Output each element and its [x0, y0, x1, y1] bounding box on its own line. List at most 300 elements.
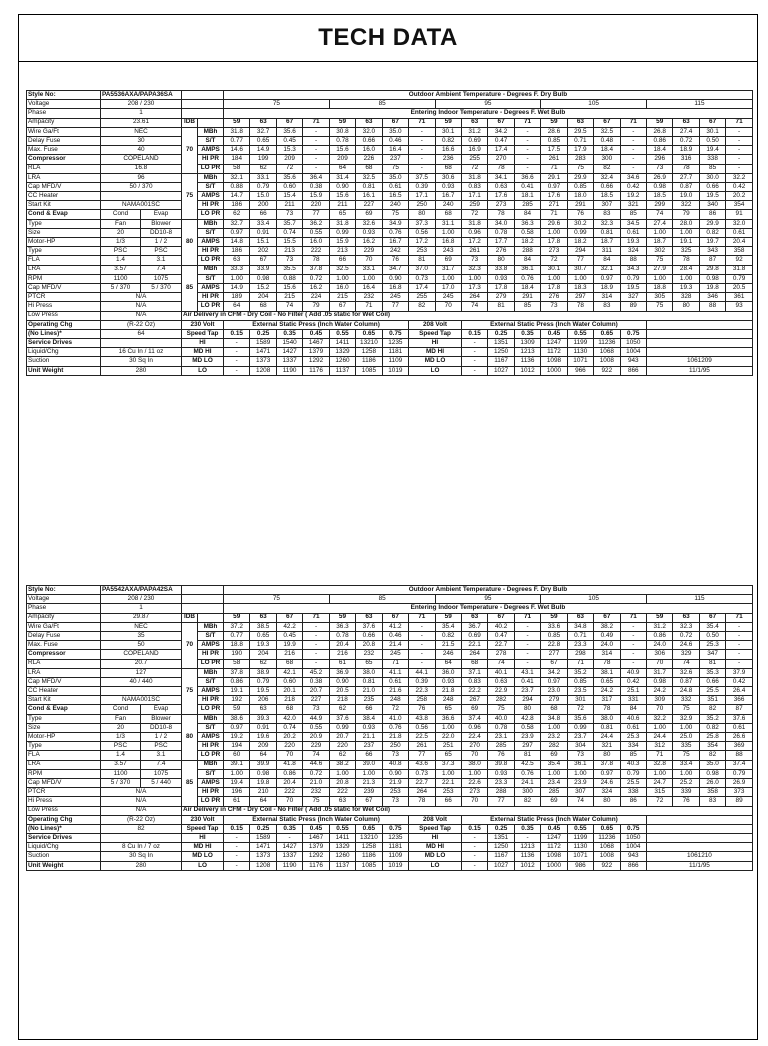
- metric-value: 72: [461, 164, 487, 173]
- metric-value: 34.5: [620, 219, 646, 228]
- metric-value: 0.77: [224, 136, 250, 145]
- metric-value: 80: [594, 751, 620, 760]
- cfm-value: 1109: [382, 357, 408, 366]
- metric-value: 1.00: [435, 769, 461, 778]
- outdoor-temp: 115: [647, 595, 753, 604]
- spec-value: 30: [101, 136, 182, 145]
- metric-value: 39.9: [250, 760, 276, 769]
- metric-value: -: [726, 631, 753, 640]
- metric-value: 0.79: [726, 274, 753, 283]
- metric-value: 25.3: [699, 641, 725, 650]
- metric-value: 220: [303, 201, 329, 210]
- metric-value: 302: [647, 247, 673, 256]
- static-col: 0.75: [620, 329, 646, 338]
- metric-value: 32.2: [726, 173, 753, 182]
- metric-value: 0.90: [382, 769, 408, 778]
- wb-col: 71: [620, 613, 646, 622]
- metric-value: 297: [567, 293, 593, 302]
- cfm-value: 1071: [567, 357, 593, 366]
- cfm-value: 1071: [567, 852, 593, 861]
- metric-value: 40.0: [488, 714, 514, 723]
- wb-col: 71: [409, 613, 435, 622]
- blank-cell: [182, 91, 224, 100]
- metric-value: 17.4: [409, 283, 435, 292]
- spec-value: 29.87: [101, 613, 182, 622]
- metric-value: 0.82: [435, 136, 461, 145]
- metric-label: MBh: [198, 219, 224, 228]
- metric-value: 29.9: [567, 173, 593, 182]
- spec-label: Unit Weight: [27, 861, 101, 870]
- blank-cell: [647, 815, 753, 824]
- metric-value: 42.1: [276, 668, 302, 677]
- metric-value: 0.58: [514, 723, 540, 732]
- static-col: 0.65: [356, 329, 382, 338]
- cfm-value: 1213: [514, 843, 540, 852]
- spec-value: N/A: [101, 806, 182, 815]
- cfm-value: 1186: [356, 357, 382, 366]
- metric-value: 17.2: [461, 238, 487, 247]
- metric-value: 334: [620, 742, 646, 751]
- metric-value: 253: [382, 788, 408, 797]
- spec-label: Low Press: [27, 311, 101, 320]
- metric-value: -: [514, 622, 540, 631]
- metric-value: 1.00: [461, 274, 487, 283]
- spec-label: Wire Ga/Ft: [27, 127, 101, 136]
- speed-tap: HI: [409, 339, 462, 348]
- spec-label: LRA: [27, 760, 101, 769]
- metric-value: 42.0: [276, 714, 302, 723]
- table-row: [27, 751, 753, 760]
- spec-value: 280: [101, 366, 182, 375]
- spec-value: N/A: [101, 302, 182, 311]
- metric-value: -: [726, 659, 753, 668]
- static-col: 0.55: [567, 329, 593, 338]
- metric-value: 0.69: [461, 631, 487, 640]
- metric-value: 23.7: [514, 687, 540, 696]
- metric-value: 271: [541, 201, 567, 210]
- metric-value: 34.9: [382, 219, 408, 228]
- indoor-header: Entering Indoor Temperature - Degrees F. Wet Bulb: [224, 604, 753, 613]
- metric-value: 26.9: [726, 778, 753, 787]
- cfm-value: -: [224, 834, 250, 843]
- metric-value: 38.1: [594, 668, 620, 677]
- blank-cell: [198, 118, 224, 127]
- metric-label: HI PR: [198, 155, 224, 164]
- blank-cell: [647, 843, 753, 852]
- metric-value: 1.00: [224, 274, 250, 283]
- speed-tap-label: Speed Tap: [409, 329, 462, 338]
- metric-value: 307: [594, 201, 620, 210]
- outdoor-temp: 75: [224, 100, 330, 109]
- cfm-value: 11236: [594, 834, 620, 843]
- metric-value: 33.8: [488, 265, 514, 274]
- metric-value: -: [303, 631, 329, 640]
- metric-value: 32.3: [673, 622, 699, 631]
- metric-value: 0.91: [250, 723, 276, 732]
- cfm-value: 1208: [250, 366, 276, 375]
- spec-label: Operating Chg: [27, 320, 101, 329]
- wb-col: 67: [699, 118, 725, 127]
- metric-value: 220: [329, 742, 355, 751]
- metric-value: 1.00: [461, 769, 487, 778]
- metric-value: 279: [541, 696, 567, 705]
- metric-value: 15.6: [329, 146, 355, 155]
- table-row: [27, 705, 753, 714]
- metric-value: 1.00: [435, 723, 461, 732]
- metric-value: 15.9: [329, 238, 355, 247]
- static-col: 0.25: [250, 329, 276, 338]
- metric-value: 30.7: [567, 265, 593, 274]
- metric-value: 32.3: [594, 219, 620, 228]
- table-row: [27, 806, 753, 815]
- spec-value: 3.57: [101, 760, 141, 769]
- table-row: [27, 778, 753, 787]
- metric-value: 15.0: [250, 192, 276, 201]
- metric-value: 0.72: [673, 136, 699, 145]
- metric-value: 75: [382, 164, 408, 173]
- table-row: [27, 677, 753, 686]
- table-row: [27, 293, 753, 302]
- metric-value: 70: [276, 797, 302, 806]
- cfm-value: 943: [620, 357, 646, 366]
- metric-value: 37.8: [594, 760, 620, 769]
- metric-value: 83: [699, 797, 725, 806]
- metric-value: 31.8: [726, 265, 753, 274]
- spec-value: 64: [101, 329, 182, 338]
- blank-cell: [198, 613, 224, 622]
- spec-label: Cap MFD/V: [27, 283, 101, 292]
- metric-value: 25.5: [620, 778, 646, 787]
- metric-value: 358: [699, 788, 725, 797]
- spec-value: 50 / 370: [101, 182, 182, 191]
- metric-value: -: [409, 659, 435, 668]
- cfm-value: 1540: [276, 339, 302, 348]
- blank-cell: [647, 834, 753, 843]
- table-row: [27, 201, 753, 210]
- metric-value: 24.1: [514, 778, 540, 787]
- metric-value: 232: [356, 650, 382, 659]
- metric-value: 294: [514, 696, 540, 705]
- metric-value: 1.00: [673, 723, 699, 732]
- spec-label: Cap MFD/V: [27, 677, 101, 686]
- spec-value: 3.1: [141, 256, 182, 265]
- speed-tap: HI: [182, 339, 224, 348]
- metric-value: 32.4: [594, 173, 620, 182]
- metric-value: 14.6: [224, 146, 250, 155]
- metric-value: 35.0: [382, 127, 408, 136]
- speed-tap: MD LO: [409, 852, 462, 861]
- metric-value: 300: [594, 155, 620, 164]
- idb-value: 80: [182, 714, 198, 760]
- metric-value: 77: [382, 302, 408, 311]
- metric-value: 21.0: [356, 687, 382, 696]
- metric-value: 34.6: [620, 173, 646, 182]
- metric-value: 294: [567, 247, 593, 256]
- wb-col: 59: [435, 613, 461, 622]
- metric-value: -: [620, 650, 646, 659]
- metric-value: 200: [250, 201, 276, 210]
- metric-value: 222: [276, 788, 302, 797]
- metric-value: 315: [647, 788, 673, 797]
- table-row: [27, 366, 753, 375]
- metric-value: -: [514, 650, 540, 659]
- metric-value: 0.47: [488, 136, 514, 145]
- metric-value: 17.6: [541, 192, 567, 201]
- spec-label: RPM: [27, 769, 101, 778]
- metric-value: 14.9: [224, 283, 250, 292]
- spec-label: Type: [27, 714, 101, 723]
- air-delivery-header: Air Delivery in CFM - Dry Coil - No Filter ( Add .05 static for Wet Coil): [182, 311, 753, 320]
- table-row: [27, 91, 753, 100]
- metric-value: 84: [514, 210, 540, 219]
- metric-value: 73: [303, 705, 329, 714]
- metric-value: 335: [673, 742, 699, 751]
- metric-value: 39.1: [224, 760, 250, 769]
- metric-value: 17.8: [541, 238, 567, 247]
- metric-value: 68: [541, 705, 567, 714]
- metric-value: 0.93: [488, 769, 514, 778]
- spec-value: PA5542AXA/PAPA42SA: [101, 586, 182, 595]
- metric-value: 83: [594, 210, 620, 219]
- cfm-value: 1213: [514, 348, 540, 357]
- metric-value: 218: [329, 696, 355, 705]
- metric-value: 28.0: [673, 219, 699, 228]
- metric-value: 31.8: [329, 219, 355, 228]
- metric-value: 38.6: [224, 714, 250, 723]
- table-row: [27, 247, 753, 256]
- wb-col: 63: [673, 613, 699, 622]
- metric-value: 0.97: [541, 677, 567, 686]
- spec-value: NAMA001SC: [101, 696, 182, 705]
- metric-value: 43.8: [409, 714, 435, 723]
- metric-value: 24.8: [673, 687, 699, 696]
- metric-value: 259: [461, 201, 487, 210]
- metric-value: -: [409, 127, 435, 136]
- wb-col: 59: [224, 613, 250, 622]
- spec-label: RLA: [27, 659, 101, 668]
- metric-value: 18.8: [647, 283, 673, 292]
- cfm-value: -: [224, 852, 250, 861]
- metric-value: 23.9: [567, 778, 593, 787]
- spec-label: Size: [27, 723, 101, 732]
- spec-value: 1/3: [101, 733, 141, 742]
- static-col: 0.35: [514, 824, 540, 833]
- table-row: [27, 357, 753, 366]
- metric-value: 79: [303, 302, 329, 311]
- metric-value: 0.87: [673, 182, 699, 191]
- spec-value: [101, 834, 182, 843]
- metric-value: 0.71: [567, 136, 593, 145]
- metric-value: 255: [461, 155, 487, 164]
- metric-value: 0.98: [699, 274, 725, 283]
- cfm-value: 1329: [329, 843, 355, 852]
- metric-value: 224: [303, 293, 329, 302]
- spec-value: 1 / 2: [141, 238, 182, 247]
- cfm-value: 1309: [514, 339, 540, 348]
- metric-value: 29.1: [541, 173, 567, 182]
- metric-value: 36.3: [329, 622, 355, 631]
- spec-value: 96: [101, 173, 182, 182]
- cfm-value: -: [461, 861, 487, 870]
- table-row: [27, 824, 753, 833]
- metric-value: 34.7: [382, 265, 408, 274]
- metric-value: 0.47: [488, 631, 514, 640]
- metric-value: 0.85: [541, 631, 567, 640]
- metric-value: 0.61: [620, 228, 646, 237]
- metric-value: 1.00: [435, 228, 461, 237]
- cfm-value: 1260: [329, 357, 355, 366]
- speed-tap: LO: [182, 861, 224, 870]
- metric-value: 0.90: [382, 274, 408, 283]
- metric-value: 0.90: [329, 182, 355, 191]
- metric-value: 270: [488, 155, 514, 164]
- cfm-value: 1467: [303, 834, 329, 843]
- metric-value: 85: [620, 751, 646, 760]
- spec-value: 16.8: [101, 164, 182, 173]
- metric-value: 0.74: [276, 228, 302, 237]
- metric-value: 71: [541, 210, 567, 219]
- static-col: 0.55: [567, 824, 593, 833]
- metric-value: 80: [488, 256, 514, 265]
- metric-value: 32.1: [594, 265, 620, 274]
- metric-value: 66: [356, 705, 382, 714]
- metric-value: 77: [303, 210, 329, 219]
- metric-value: 87: [699, 256, 725, 265]
- metric-value: 37.5: [409, 173, 435, 182]
- metric-value: 0.42: [726, 182, 753, 191]
- metric-value: 0.77: [224, 631, 250, 640]
- wb-col: 67: [594, 613, 620, 622]
- spec-label: Type: [27, 247, 101, 256]
- metric-value: 0.76: [514, 274, 540, 283]
- metric-label: AMPS: [198, 238, 224, 247]
- metric-value: 20.8: [329, 778, 355, 787]
- document-number: 1061210: [647, 852, 753, 861]
- spec-value: 7.4: [141, 265, 182, 274]
- metric-value: 0.99: [567, 228, 593, 237]
- spec-value: [101, 339, 182, 348]
- metric-value: 0.71: [567, 631, 593, 640]
- cfm-value: 1373: [250, 357, 276, 366]
- static-col: 0.15: [224, 824, 250, 833]
- spec-label: RPM: [27, 274, 101, 283]
- metric-value: 0.79: [620, 769, 646, 778]
- cfm-value: 1186: [356, 852, 382, 861]
- metric-value: 31.2: [461, 127, 487, 136]
- metric-value: 32.2: [647, 714, 673, 723]
- cfm-value: 1379: [303, 348, 329, 357]
- spec-value: 1100: [101, 274, 141, 283]
- outdoor-temp: 75: [224, 595, 330, 604]
- metric-value: 74: [461, 302, 487, 311]
- metric-value: 0.88: [276, 274, 302, 283]
- metric-value: 42.2: [276, 622, 302, 631]
- spec-value: 20.7: [101, 659, 182, 668]
- metric-value: 16.0: [303, 238, 329, 247]
- metric-value: 30.1: [435, 127, 461, 136]
- metric-value: 301: [567, 696, 593, 705]
- metric-value: 66: [356, 751, 382, 760]
- metric-value: 245: [382, 650, 408, 659]
- idb-value: 75: [182, 173, 198, 219]
- metric-value: 328: [673, 293, 699, 302]
- metric-value: 282: [488, 696, 514, 705]
- metric-value: 232: [303, 788, 329, 797]
- metric-value: 14.7: [224, 192, 250, 201]
- metric-value: -: [409, 155, 435, 164]
- metric-value: 209: [329, 155, 355, 164]
- metric-value: 18.5: [594, 192, 620, 201]
- metric-value: 1.00: [647, 723, 673, 732]
- metric-value: 32.9: [673, 714, 699, 723]
- metric-value: 0.97: [541, 182, 567, 191]
- metric-value: 258: [409, 696, 435, 705]
- metric-value: 189: [224, 293, 250, 302]
- metric-value: 41.1: [382, 668, 408, 677]
- cfm-value: 1250: [488, 348, 514, 357]
- spec-value: Evap: [141, 210, 182, 219]
- metric-value: 38.5: [250, 622, 276, 631]
- metric-value: 41.8: [276, 760, 302, 769]
- metric-value: 0.81: [594, 228, 620, 237]
- metric-value: 211: [276, 201, 302, 210]
- metric-value: 24.2: [647, 687, 673, 696]
- wb-col: 67: [699, 613, 725, 622]
- metric-value: 196: [224, 788, 250, 797]
- spec-label: Liquid/Chg: [27, 843, 101, 852]
- cfm-value: 1181: [382, 348, 408, 357]
- cfm-value: 1109: [382, 852, 408, 861]
- metric-value: -: [303, 641, 329, 650]
- metric-value: 0.66: [699, 677, 725, 686]
- spec-label: Service Drives: [27, 834, 101, 843]
- metric-value: 64: [329, 164, 355, 173]
- metric-value: 25.5: [699, 687, 725, 696]
- metric-value: 16.7: [382, 238, 408, 247]
- table-row: [27, 219, 753, 228]
- spec-value: 1: [101, 604, 182, 613]
- table-row: [27, 348, 753, 357]
- metric-value: 0.69: [461, 136, 487, 145]
- metric-value: 75: [673, 705, 699, 714]
- metric-value: 0.86: [647, 136, 673, 145]
- metric-value: 75: [567, 164, 593, 173]
- air-delivery-header: Air Delivery in CFM - Dry Coil - No Filter ( Add .05 static for Wet Coil): [182, 806, 753, 815]
- cfm-value: 1260: [329, 852, 355, 861]
- metric-value: 264: [409, 788, 435, 797]
- metric-value: 15.6: [329, 192, 355, 201]
- metric-value: 24.0: [647, 641, 673, 650]
- metric-value: 0.79: [726, 769, 753, 778]
- metric-value: 317: [594, 696, 620, 705]
- table-row: [27, 238, 753, 247]
- metric-value: 81: [488, 302, 514, 311]
- wb-col: 71: [726, 613, 753, 622]
- metric-value: 22.7: [409, 778, 435, 787]
- metric-value: 81: [409, 256, 435, 265]
- cfm-value: 13210: [356, 834, 382, 843]
- metric-value: 253: [409, 247, 435, 256]
- metric-value: 23.3: [488, 778, 514, 787]
- metric-value: 74: [673, 659, 699, 668]
- spec-value: Fan: [101, 219, 141, 228]
- metric-value: 0.72: [303, 769, 329, 778]
- wb-col: 67: [276, 118, 302, 127]
- table-row: [27, 329, 753, 338]
- cfm-value: 1235: [382, 339, 408, 348]
- spec-label: Low Press: [27, 806, 101, 815]
- metric-value: 324: [620, 247, 646, 256]
